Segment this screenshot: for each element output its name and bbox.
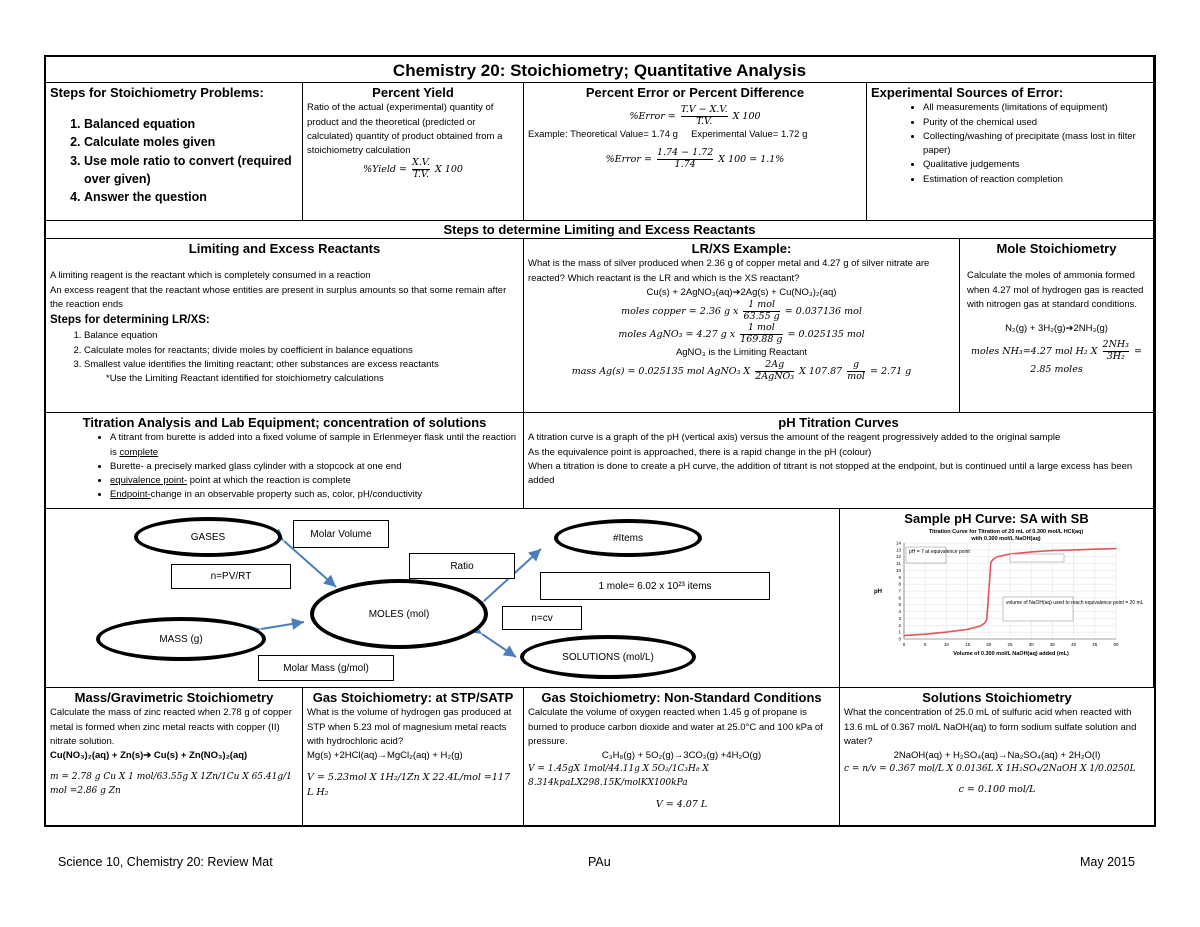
text: point at which the reaction is complete: [187, 475, 351, 486]
mass-grav-heading: Mass/Gravimetric Stoichiometry: [74, 690, 274, 705]
numerator: X.V.: [411, 157, 430, 169]
eq-part: moles AgNO₃ = 4.27 g x: [618, 328, 739, 340]
text: change in an observable property such as, color, pH/conductivity: [150, 489, 423, 501]
lrxs-question: What is the mass of silver produced when 2.36 g of copper metal and 4.27 g of silver nitrate are reacted? Which reactant is the LR and which is the XS reactant?: [528, 258, 930, 284]
mass-node: MASS (g): [96, 617, 266, 661]
lrxs-limiting-note: AgNO₃ is the Limiting Reactant: [675, 346, 808, 358]
data-point: [992, 559, 993, 560]
ph-curves-heading: pH Titration Curves: [778, 415, 899, 430]
percent-error-heading: Percent Error or Percent Difference: [585, 85, 805, 100]
gas-nonstd-text: Calculate the volume of oxygen reacted when 1.45 g of propane is burned to produce carbon dioxide and water at 25.0°C and 100 kPa of pressure.: [528, 707, 823, 747]
numerator: 1 mol: [748, 299, 776, 310]
data-point: [988, 590, 989, 591]
ncv-box: n=cv: [502, 606, 582, 630]
data-point: [1052, 550, 1053, 551]
x-tick-label: 40: [1071, 642, 1077, 647]
lrxs-eq1: [528, 300, 955, 323]
list-item: • All measurements (limitations of equipment): [923, 101, 1149, 115]
numerator: 1 mol: [747, 321, 775, 333]
eq-part: %Yield =: [363, 164, 410, 176]
annotation-box: [1010, 554, 1064, 562]
list-item: 2. Calculate moles given: [84, 133, 298, 151]
lrxs-eq2: [528, 323, 955, 346]
fraction: [755, 360, 794, 383]
molar-mass-box: Molar Mass (g/mol): [258, 655, 394, 681]
eq-part: moles NH₃=4.27 mol H₂ X: [971, 346, 1101, 358]
y-tick-label: 13: [895, 547, 901, 553]
y-tick-label: 7: [898, 588, 901, 594]
mass-grav-text: Calculate the mass of zinc reacted when 2.78 g of copper metal is formed when zinc metal reacts with copper (II) nitrate solution.: [50, 707, 292, 747]
solutions-node: SOLUTIONS (mol/L): [520, 635, 696, 679]
numerator: 2Ag: [765, 358, 785, 370]
solutions-stoich-heading: Solutions Stoichiometry: [922, 690, 1072, 705]
eq-part: = 0.025135 mol: [784, 328, 865, 340]
sample-ph-heading: Sample pH Curve: SA with SB: [904, 511, 1089, 526]
gas-nonstd-heading: Gas Stoichiometry: Non-Standard Conditions: [541, 690, 822, 705]
solutions-stoich-reaction: 2NaOH(aq) + H₂SO₄(aq)→Na₂SO₄(aq) + 2H₂O(l): [893, 750, 1101, 761]
mole-stoich-heading: Mole Stoichiometry: [996, 241, 1117, 256]
mole-stoich-reaction: N₂(g) + 3H₂(g)➔2NH₃(g): [1005, 323, 1108, 334]
data-point: [925, 634, 926, 635]
lrxs-heading: LR/XS Example:: [691, 241, 792, 256]
limiting-def: A limiting reagent is the reactant which is completely consumed in a reaction: [50, 270, 371, 282]
denominator: 63.55 g: [743, 310, 780, 322]
data-point: [967, 629, 968, 630]
denominator: mol: [847, 370, 865, 382]
percent-yield-cell: [303, 83, 524, 221]
footer-left: Science 10, Chemistry 20: Review Mat: [58, 855, 273, 869]
text-underlined: complete: [119, 446, 159, 458]
data-point: [984, 623, 985, 624]
solutions-stoich-eq: c = n/v = 0.367 mol/L X 0.0136L X 1H₂SO₄/2NaOH X 1/0.0250L: [844, 764, 1136, 775]
steps-stoich-cell: [46, 83, 303, 221]
percent-error-example-formula: [528, 148, 862, 171]
x-axis-label: Volume of 0.300 mol/L NaOH(aq) added (mL): [953, 651, 1069, 657]
mass-grav-cell: [46, 688, 303, 827]
text-underlined: equivalence point-: [110, 475, 188, 486]
lrxs-eq3: [528, 360, 955, 383]
percent-error-formula: [528, 105, 862, 128]
percent-error-cell: [524, 83, 867, 221]
mole-stoich-text: Calculate the moles of ammonia formed when 4.27 mol of hydrogen gas is reacted with nitrogen gas at standard conditions.: [967, 270, 1144, 310]
gas-stp-cell: [303, 688, 524, 827]
list-item: [110, 488, 519, 502]
gas-stp-heading: Gas Stoichiometry: at STP/SATP: [312, 690, 514, 705]
lrxs-cell: [524, 239, 960, 413]
y-tick-label: 1: [898, 629, 901, 635]
denominator: 1.74: [657, 159, 713, 171]
mass-grav-eq: m = 2.78 g Cu X 1 mol/63.55g X 1Zn/1Cu X 65.41g/1 mol =2.86 g Zn: [50, 772, 292, 796]
list-item: 2. Calculate moles for reactants; divide moles by coefficient in balance equations: [84, 344, 519, 358]
denominator: 169.88 g: [740, 333, 783, 345]
excess-def: An excess reagent that the reactant whose entities are present in surplus amounts so that some remain after the reaction ends: [50, 284, 507, 310]
percent-yield-text: Ratio of the actual (experimental) quantity of product and the theoretical (predicted or calculated) quantity of product obtained from a stoichiometry calculation: [307, 102, 503, 156]
eq-part: = 2.85 moles: [1030, 346, 1142, 376]
ph-curves-line2: As the equivalence point is approached, there is a rapid change in the pH (colour): [528, 446, 872, 458]
eq-part: X 100: [432, 164, 463, 176]
sources-error-heading: Experimental Sources of Error:: [871, 85, 1064, 100]
numerator: g: [853, 358, 860, 370]
molar-volume-box: Molar Volume: [293, 520, 389, 548]
pv-box: n=PV/RT: [171, 564, 291, 589]
limiting-note: *Use the Limiting Reactant identified for stoichiometry calculations: [106, 373, 384, 384]
list-item: [110, 474, 519, 488]
y-tick-label: 12: [895, 554, 901, 560]
x-tick-label: 10: [943, 642, 949, 647]
solutions-stoich-result: c = 0.100 mol/L: [958, 783, 1036, 795]
ph-curves-line3: When a titration is done to create a pH curve, the addition of titrant is not stopped at the endpoint, but is continued until a large excess has been added: [528, 460, 1133, 486]
percent-yield-heading: Percent Yield: [372, 85, 454, 100]
list-item: • Burette- a precisely marked glass cylinder with a stopcock at one end: [110, 460, 519, 474]
ph-curve-chart: [866, 527, 1144, 657]
text: A titrant from burette is added into a fixed volume of sample in Erlenmeyer flask until the reaction is: [110, 432, 517, 458]
y-tick-label: 0: [898, 636, 901, 642]
numerator: 2NH₃: [1102, 339, 1129, 351]
numerator: T.V − X.V.: [680, 104, 728, 116]
y-tick-label: 5: [898, 602, 901, 608]
mole-map-cell: [46, 509, 840, 688]
percent-yield-formula: [307, 158, 519, 181]
y-tick-label: 11: [896, 561, 901, 567]
chart-title-2: with 0.300 mol/L NaOH(aq): [971, 536, 1041, 542]
y-tick-label: 8: [898, 581, 901, 587]
list-item: 4. Answer the question: [84, 188, 298, 206]
x-tick-label: 35: [1049, 642, 1055, 647]
limiting-cell: [46, 239, 524, 413]
eq-part: moles copper = 2.36 g x: [621, 305, 742, 317]
numerator: 1.74 − 1.72: [656, 147, 714, 159]
footer-right: May 2015: [1080, 855, 1135, 869]
titration-cell: [46, 413, 524, 509]
list-item: 3. Use mole ratio to convert (required over given): [84, 152, 298, 188]
gas-nonstd-eq: V = 1.45gX 1mol/44.11g X 5O₂/1C₃H₈ X 8.314kpaLX298.15K/molKX100kPa: [528, 764, 709, 788]
y-tick-label: 3: [898, 615, 901, 621]
lrxs-reaction: Cu(s) + 2AgNO₃(aq)➔2Ag(s) + Cu(NO₃)₂(aq): [646, 286, 837, 298]
data-point: [986, 619, 987, 620]
data-point: [903, 635, 904, 636]
list-item: [110, 431, 519, 460]
gases-node: GASES: [134, 517, 282, 557]
ratio-box: Ratio: [409, 553, 515, 579]
eq-part: = 0.037136 mol: [781, 305, 862, 317]
data-point: [1031, 551, 1032, 552]
list-item: • Qualitative judgements: [923, 158, 1149, 172]
text-underlined: Endpoint-: [110, 489, 151, 501]
list-item: • Purity of the chemical used: [923, 116, 1149, 130]
data-point: [990, 562, 991, 563]
gas-stp-reaction: Mg(s) +2HCl(aq)→MgCl₂(aq) + H₂(g): [307, 750, 463, 761]
gas-nonstd-reaction: C₃H₈(g) + 5O₂(g)→3CO₂(g) +4H₂O(g): [601, 750, 762, 761]
y-tick-label: 6: [898, 595, 901, 601]
eq-part: X 100 = 1.1%: [715, 154, 785, 166]
list-item: • Collecting/washing of precipitate (mass lost in filter paper): [923, 130, 1149, 159]
y-tick-label: 2: [898, 622, 901, 628]
gas-nonstd-cell: [524, 688, 840, 827]
eq-part: %Error =: [605, 154, 655, 166]
denominator: T.V.: [412, 169, 430, 181]
limiting-steps-list: [50, 329, 519, 372]
y-axis-label: pH: [874, 589, 882, 595]
y-tick-label: 10: [895, 567, 901, 573]
annotation-volume: volume of NaOH(aq) used to reach equivalence point = 20 mL: [1006, 600, 1144, 606]
fraction: [657, 148, 713, 171]
page-title: Chemistry 20: Stoichiometry; Quantitative Analysis: [46, 57, 1154, 83]
fraction: [743, 300, 779, 323]
mole-stoich-cell: [960, 239, 1154, 413]
data-point: [1094, 549, 1095, 550]
fraction: [1103, 340, 1129, 363]
x-tick-label: 45: [1092, 642, 1098, 647]
steps-stoich-list: [50, 115, 298, 206]
x-tick-label: 25: [1007, 642, 1013, 647]
data-point: [980, 625, 981, 626]
eq-part: X 107.87: [796, 365, 846, 377]
data-point: [1073, 549, 1074, 550]
fraction: [740, 323, 782, 346]
titration-heading: Titration Analysis and Lab Equipment; concentration of solutions: [82, 415, 487, 430]
x-tick-label: 15: [965, 642, 971, 647]
solutions-stoich-cell: [840, 688, 1154, 827]
y-tick-label: 4: [898, 609, 901, 615]
list-item: • Estimation of reaction completion: [923, 173, 1149, 187]
y-tick-label: 14: [895, 540, 901, 546]
limiting-banner: Steps to determine Limiting and Excess Reactants: [46, 221, 1154, 239]
sources-error-cell: [867, 83, 1154, 221]
y-tick-label: 9: [898, 574, 901, 580]
eq-part: mass Ag(s) = 0.025135 mol AgNO₃ X: [571, 365, 754, 377]
limiting-steps-heading: Steps for determining LR/XS:: [50, 314, 210, 326]
gas-nonstd-result: V = 4.07 L: [655, 799, 708, 811]
gas-stp-text: What is the volume of hydrogen gas produced at STP when 5.23 mol of magnesium metal reacts with hydrochloric acid?: [307, 707, 512, 747]
denominator: 3H₂: [1103, 351, 1129, 363]
sources-error-list: [871, 101, 1149, 187]
fraction: [412, 158, 430, 181]
annotation-ph7: pH = 7 at equivalence point: [909, 549, 970, 555]
eq-part: %Error =: [629, 111, 679, 123]
footer-center: PAu: [588, 855, 611, 869]
titration-list: [50, 431, 519, 502]
avogadro-box: 1 mole= 6.02 x 10²³ items: [540, 572, 770, 600]
data-point: [997, 556, 998, 557]
x-tick-label: 5: [923, 642, 927, 647]
eq-part: X 100: [729, 111, 761, 123]
x-tick-label: 0: [902, 642, 906, 647]
moles-node: MOLES (mol): [310, 579, 488, 649]
list-item: 1. Balanced equation: [84, 115, 298, 133]
x-tick-label: 30: [1028, 642, 1034, 647]
chart-title: Titration Curve for Titration of 20 mL of 0.300 mol/L HCl(aq): [928, 529, 1084, 535]
ph-curves-cell: [524, 413, 1154, 509]
steps-stoich-heading: Steps for Stoichiometry Problems:: [50, 85, 264, 100]
x-tick-label: 20: [986, 642, 992, 647]
mole-stoich-eq: [964, 340, 1149, 377]
list-item: 3. Smallest value identifies the limiting reactant; other substances are excess reactants: [84, 358, 519, 372]
data-point: [946, 632, 947, 633]
fraction: [681, 105, 728, 128]
eq-part: = 2.71 g: [866, 365, 912, 377]
limiting-heading: Limiting and Excess Reactants: [188, 241, 381, 256]
x-tick-label: 50: [1113, 642, 1119, 647]
mass-grav-reaction: Cu(NO₃)₂(aq) + Zn(s)➔ Cu(s) + Zn(NO₃)₂(aq): [50, 750, 248, 761]
list-item: 1. Balance equation: [84, 329, 519, 343]
data-point: [1115, 548, 1116, 549]
fraction: [847, 360, 865, 383]
ph-curves-line1: A titration curve is a graph of the pH (vertical axis) versus the amount of the reagent progressively added to the original sample: [528, 432, 1061, 444]
denominator: T.V.: [681, 116, 728, 128]
review-sheet: [44, 55, 1156, 827]
percent-error-example: Example: Theoretical Value= 1.74 g Experimental Value= 1.72 g: [528, 129, 808, 141]
denominator: 2AgNO₃: [755, 370, 795, 382]
gas-stp-eq: V = 5.23mol X 1H₂/1Zn X 22.4L/mol =117 L H₂: [307, 772, 511, 798]
solutions-stoich-text: What the concentration of 25.0 mL of sulfuric acid when reacted with 13.6 mL of 0.367 mol/L NaOH(aq) to form sodium sulfate solution and water?: [844, 707, 1137, 747]
items-node: #Items: [554, 519, 702, 557]
